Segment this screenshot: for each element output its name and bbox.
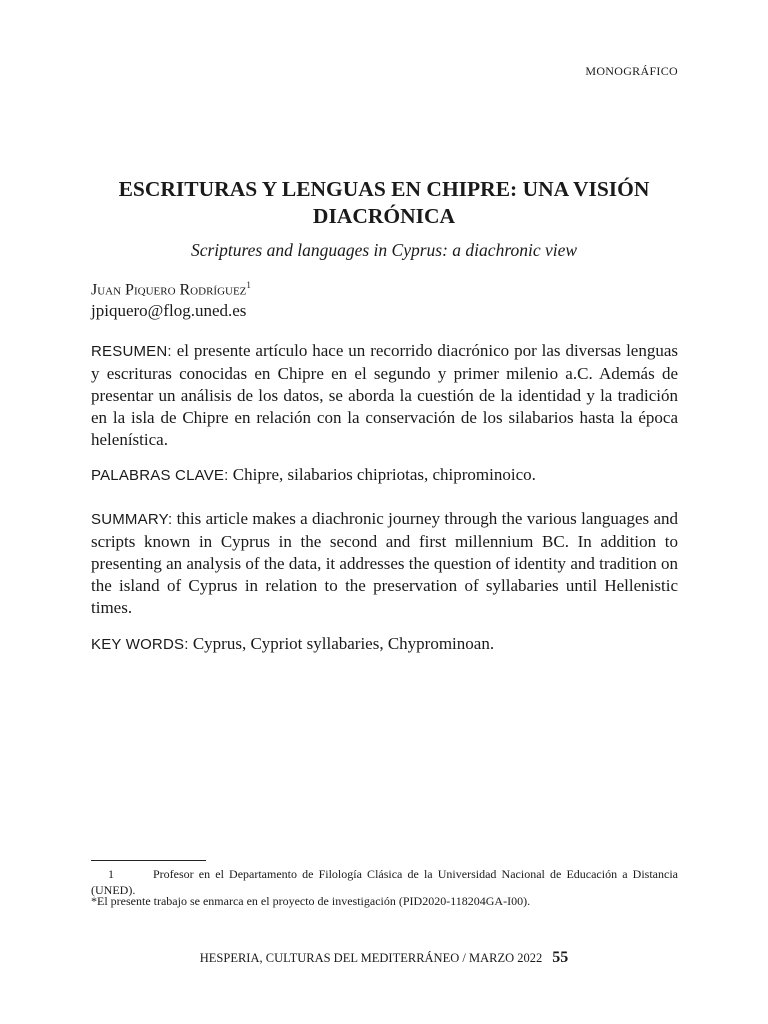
keywords-text: Cyprus, Cypriot syllabaries, Chyprominoan. [188, 634, 495, 653]
article-subtitle: Scriptures and languages in Cyprus: a diachronic view [190, 240, 578, 260]
footnote-divider [91, 860, 206, 861]
section-label: MONOGRÁFICO [585, 64, 678, 78]
article-title: ESCRITURAS Y LENGUAS EN CHIPRE: UNA VISIÓN DIACRÓNICA [118, 177, 650, 228]
palabras-clave-paragraph [91, 464, 678, 487]
page-footer [90, 949, 678, 967]
summary-paragraph [91, 508, 678, 619]
palabras-clave-text: Chipre, silabarios chipriotas, chiprominoico. [228, 465, 536, 484]
resumen-text: el presente artículo hace un recorrido diacrónico por las diversas lenguas y escrituras conocidas en Chipre en el segundo y primer milenio a.C. Además de presentar un análisis de los datos, se aborda la cuestión de la identidad y la tradición en la isla de Chipre en relación con la conservación de los silabarios hasta la época helenística. [91, 341, 678, 449]
keywords-label: KEY WORDS: [91, 636, 189, 653]
author-name-text: Juan Piquero Rodríguez [91, 281, 247, 299]
journal-name: HESPERIA, CULTURAS DEL MEDITERRÁNEO / MARZO 2022 [199, 951, 543, 965]
resumen-label: RESUMEN: [91, 343, 172, 360]
author-email[interactable]: jpiquero@flog.uned.es [91, 301, 247, 320]
footnote-2: *El presente trabajo se enmarca en el proyecto de investigación (PID2020-118204GA-I00). [91, 894, 531, 908]
summary-text: this article makes a diachronic journey through the various languages and scripts known in Cyprus in the second and first millennium BC. In addition to presenting an analysis of the data, it addresses the question of identity and tradition on the island of Cyprus in relation to the preservation of syllabaries until Hellenistic times. [91, 509, 678, 617]
keywords-paragraph [91, 633, 678, 656]
resumen-paragraph [91, 340, 678, 451]
author-name [91, 280, 251, 299]
author-footnote-ref[interactable]: 1 [246, 280, 251, 290]
page-number: 55 [552, 949, 569, 966]
footnote-1-text: Profesor en el Departamento de Filología Clásica de la Universidad Nacional de Educación a Distancia (UNED). [91, 867, 678, 897]
palabras-clave-label: PALABRAS CLAVE: [91, 467, 229, 484]
summary-label: SUMMARY: [91, 511, 173, 528]
footnote-1-number: 1 [108, 867, 114, 881]
